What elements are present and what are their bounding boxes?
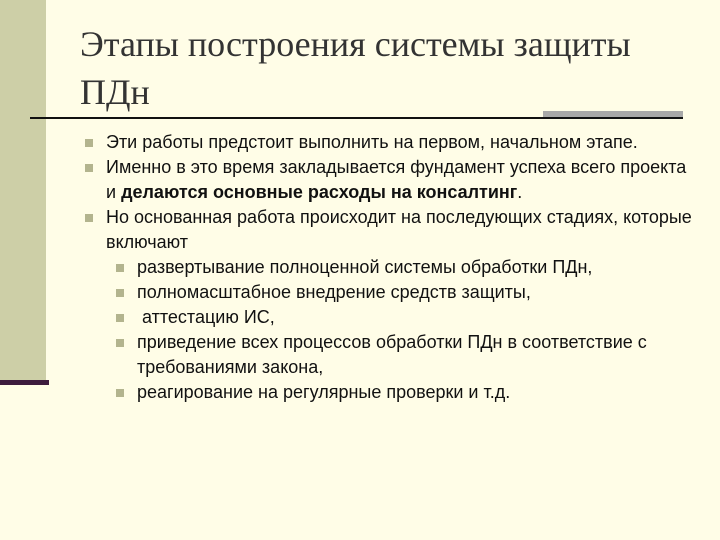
square-bullet-icon	[116, 314, 124, 322]
bullet-text-bold: делаются основные расходы на консалтинг	[121, 182, 518, 202]
sub-bullet-text: реагирование на регулярные проверки и т.д.	[137, 382, 511, 402]
sub-bullet-item	[116, 330, 695, 380]
slide-title: Этапы построения системы защиты ПДн	[80, 24, 631, 112]
title-rule	[30, 117, 683, 119]
square-bullet-icon	[85, 139, 93, 147]
sub-bullet-text: приведение всех процессов обработки ПДн в соответствие с требованиями закона,	[137, 332, 647, 377]
bullet-text-plain: Именно в это время закладывается фундамент успеха всего проекта и	[106, 157, 687, 202]
sub-bullet-item	[116, 255, 695, 280]
slide-content	[85, 130, 695, 405]
bullet-item	[85, 130, 695, 155]
bullet-text-tail: .	[517, 182, 523, 202]
sub-bullet-item	[116, 280, 695, 305]
sub-bullet-text: аттестацию ИС,	[137, 307, 275, 327]
square-bullet-icon	[116, 264, 124, 272]
square-bullet-icon	[116, 389, 124, 397]
sub-bullet-item	[116, 380, 695, 405]
square-bullet-icon	[116, 339, 124, 347]
sub-bullet-text: полномасштабное внедрение средств защиты,	[137, 282, 531, 302]
bullet-item	[85, 205, 695, 255]
sub-bullet-item	[116, 305, 695, 330]
square-bullet-icon	[116, 289, 124, 297]
square-bullet-icon	[85, 214, 93, 222]
bullet-text: Эти работы предстоит выполнить на первом, начальном этапе.	[106, 132, 638, 152]
bullet-text: Но основанная работа происходит на последующих стадиях, которые включают	[106, 207, 692, 252]
square-bullet-icon	[85, 164, 93, 172]
side-accent-bar	[0, 0, 46, 383]
sub-bullet-text: развертывание полноценной системы обработки ПДн,	[137, 257, 593, 277]
side-accent-bar-foot	[0, 380, 49, 385]
bullet-item	[85, 155, 695, 205]
bullet-text	[106, 157, 686, 202]
